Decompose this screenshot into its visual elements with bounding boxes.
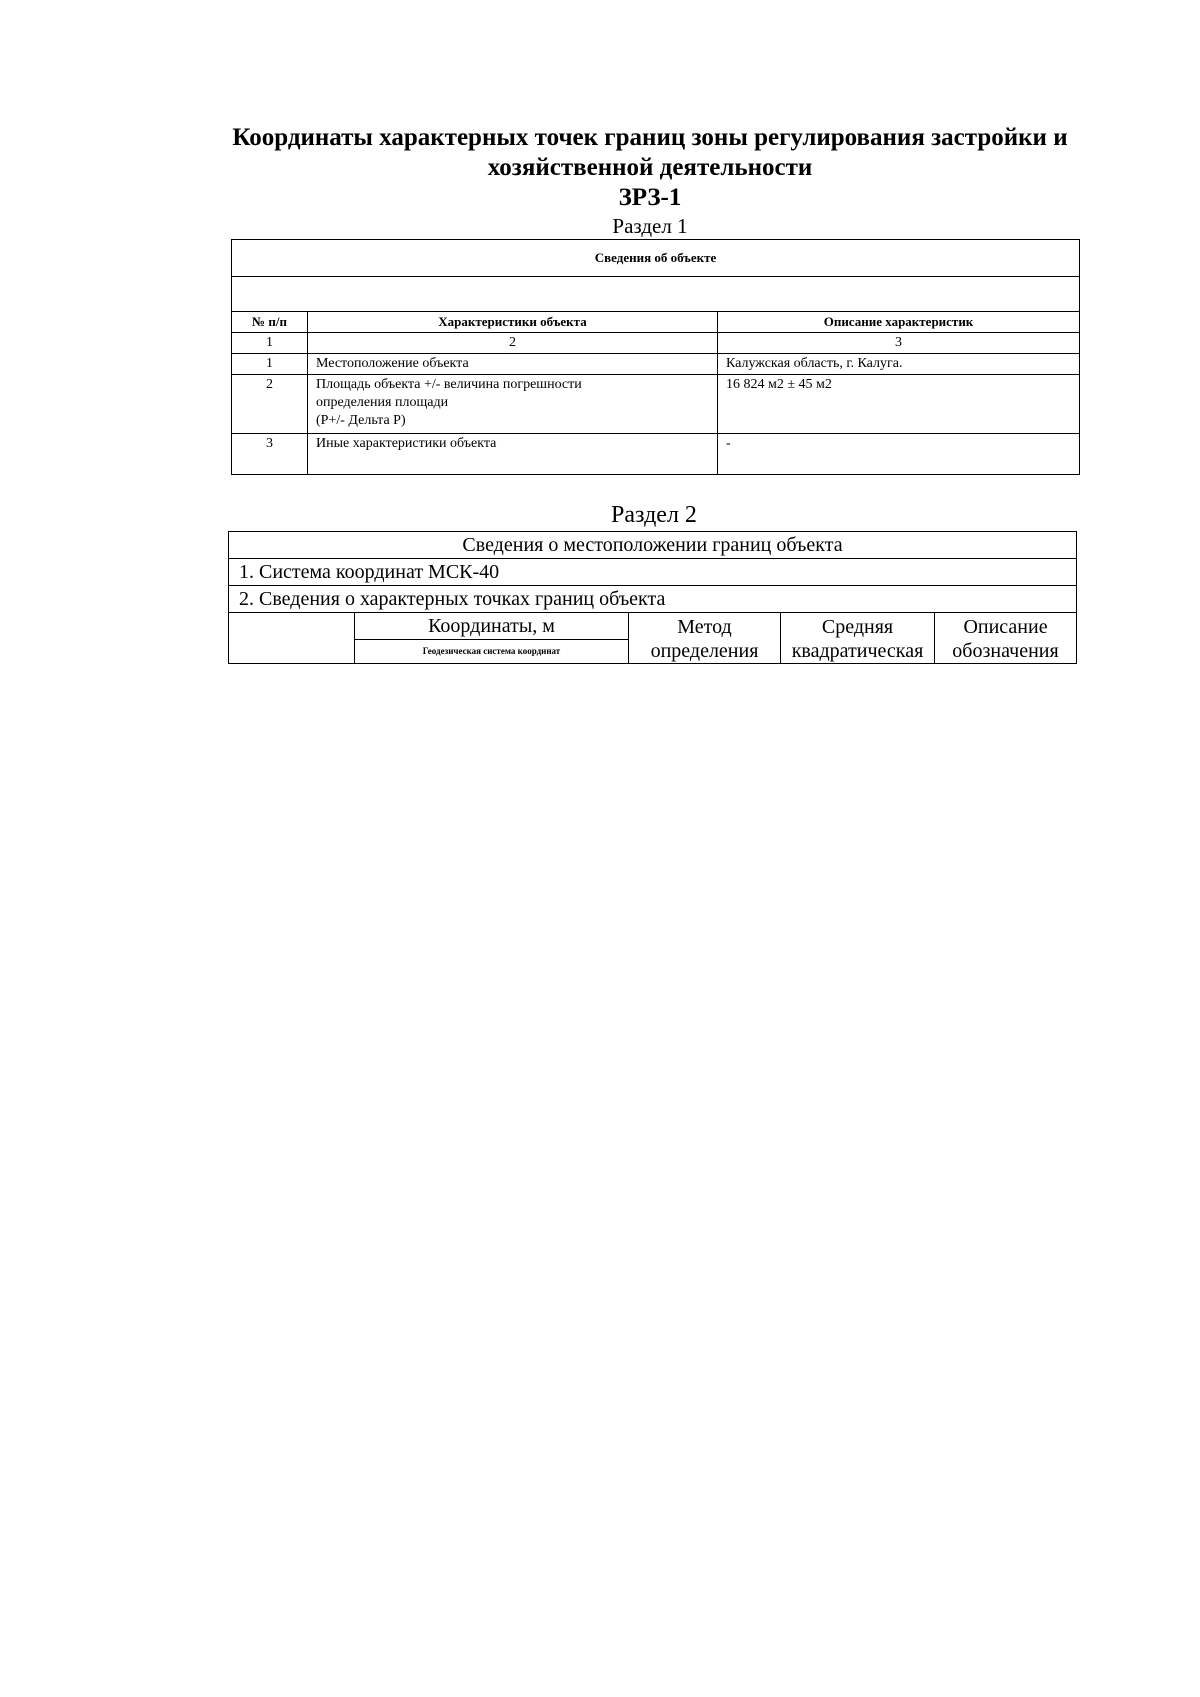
row-description: -	[718, 434, 1080, 475]
row-number: 2	[232, 375, 308, 434]
row-number: 1	[232, 354, 308, 375]
table-row	[232, 375, 1080, 434]
row-characteristic: Иные характеристики объекта	[308, 434, 718, 475]
column-header-number: № п/п	[232, 312, 308, 333]
column-header-characteristics: Характеристики объекта	[308, 312, 718, 333]
page-title-line-2: хозяйственной деятельности	[487, 154, 813, 181]
boundary-location-table	[228, 531, 1077, 664]
row-characteristic-line: Площадь объекта +/- величина погрешности	[316, 377, 582, 392]
point-number-header	[229, 613, 355, 664]
row-characteristic-line: (P+/- Дельта P)	[316, 413, 406, 428]
table-row	[232, 354, 1080, 375]
table-row	[232, 434, 1080, 475]
page-title-line-1: Координаты характерных точек границ зоны регулирования застройки и	[232, 124, 1068, 151]
mean-square-header	[781, 613, 935, 664]
row-number: 3	[232, 434, 308, 475]
method-header	[629, 613, 781, 664]
section-2-title: Раздел 2	[611, 502, 697, 528]
zone-code: ЗРЗ-1	[618, 184, 682, 211]
mean-square-header-line: квадратическая	[791, 640, 924, 662]
row-characteristic	[308, 375, 718, 434]
description-header-line: обозначения	[952, 640, 1059, 662]
object-info-caption: Сведения об объекте	[232, 240, 1080, 277]
coordinate-system-line: 1. Система координат МСК-40	[229, 559, 1077, 586]
object-info-table	[231, 239, 1080, 475]
boundary-location-caption: Сведения о местоположении границ объекта	[229, 532, 1077, 559]
blank-row	[232, 277, 1080, 312]
mean-square-header-line: Средняя	[821, 616, 894, 638]
section-1-title: Раздел 1	[612, 214, 688, 238]
column-number-1: 1	[232, 333, 308, 354]
coordinates-subheader: Геодезическая система координат	[422, 646, 561, 656]
column-number-3: 3	[718, 333, 1080, 354]
method-header-line: определения	[650, 640, 759, 662]
description-header-line: Описание	[963, 616, 1048, 638]
row-characteristic: Местоположение объекта	[308, 354, 718, 375]
column-header-description: Описание характеристик	[718, 312, 1080, 333]
boundary-points-line: 2. Сведения о характерных точках границ объекта	[229, 586, 1077, 613]
row-description: Калужская область, г. Калуга.	[718, 354, 1080, 375]
column-number-2: 2	[308, 333, 718, 354]
description-header	[935, 613, 1077, 664]
coordinates-header	[355, 613, 629, 664]
coordinates-header-label: Координаты, м	[355, 613, 628, 640]
row-characteristic-line: определения площади	[316, 395, 449, 410]
method-header-line: Метод	[677, 616, 732, 638]
row-description: 16 824 м2 ± 45 м2	[718, 375, 1080, 434]
